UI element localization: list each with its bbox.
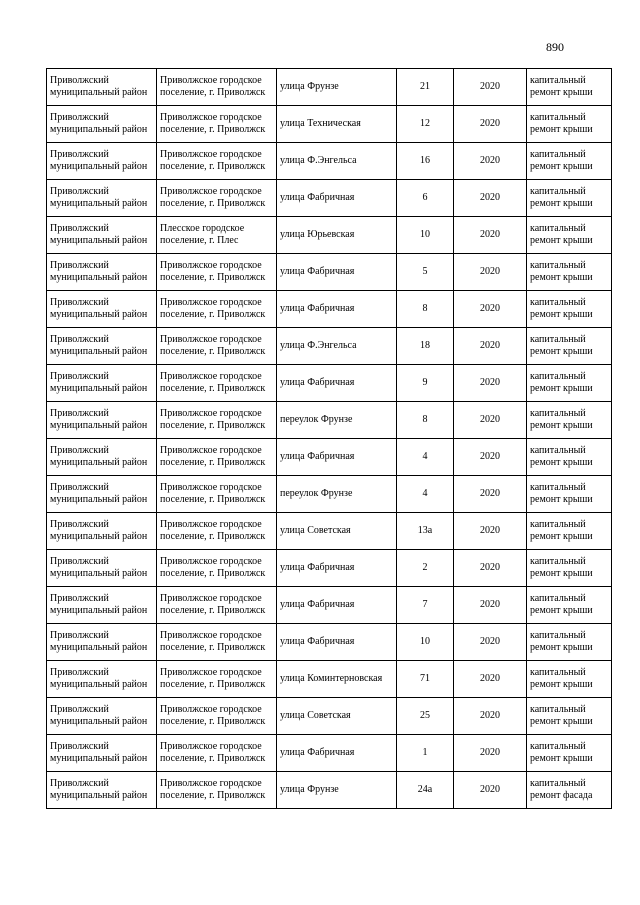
house-number-cell: 2 [397, 550, 454, 587]
year-cell: 2020 [454, 365, 527, 402]
settlement-cell: Приволжское городское поселение, г. Приволжск [157, 365, 277, 402]
year-cell: 2020 [454, 587, 527, 624]
district-cell: Приволжский муниципальный район [47, 69, 157, 106]
settlement-cell: Приволжское городское поселение, г. Приволжск [157, 550, 277, 587]
table-row [47, 661, 612, 698]
district-cell: Приволжский муниципальный район [47, 661, 157, 698]
work-type-cell: капитальный ремонт крыши [527, 587, 612, 624]
street-cell: улица Фабричная [277, 624, 397, 661]
district-cell: Приволжский муниципальный район [47, 217, 157, 254]
page-number: 890 [546, 40, 564, 54]
work-type-cell: капитальный ремонт крыши [527, 180, 612, 217]
settlement-cell: Приволжское городское поселение, г. Приволжск [157, 587, 277, 624]
work-type-cell: капитальный ремонт крыши [527, 291, 612, 328]
year-cell: 2020 [454, 476, 527, 513]
table-row [47, 254, 612, 291]
year-cell: 2020 [454, 513, 527, 550]
work-type-cell: капитальный ремонт фасада [527, 772, 612, 809]
district-cell: Приволжский муниципальный район [47, 402, 157, 439]
table-row [47, 698, 612, 735]
house-number-cell: 25 [397, 698, 454, 735]
street-cell: улица Коминтерновская [277, 661, 397, 698]
year-cell: 2020 [454, 439, 527, 476]
year-cell: 2020 [454, 735, 527, 772]
settlement-cell: Приволжское городское поселение, г. Приволжск [157, 698, 277, 735]
district-cell: Приволжский муниципальный район [47, 513, 157, 550]
house-number-cell: 24а [397, 772, 454, 809]
street-cell: улица Юрьевская [277, 217, 397, 254]
work-type-cell: капитальный ремонт крыши [527, 328, 612, 365]
district-cell: Приволжский муниципальный район [47, 698, 157, 735]
table-row [47, 69, 612, 106]
table-row [47, 328, 612, 365]
district-cell: Приволжский муниципальный район [47, 735, 157, 772]
district-cell: Приволжский муниципальный район [47, 180, 157, 217]
settlement-cell: Приволжское городское поселение, г. Приволжск [157, 661, 277, 698]
street-cell: улица Фабричная [277, 550, 397, 587]
settlement-cell: Плесское городское поселение, г. Плес [157, 217, 277, 254]
work-type-cell: капитальный ремонт крыши [527, 439, 612, 476]
house-number-cell: 1 [397, 735, 454, 772]
table-row [47, 291, 612, 328]
settlement-cell: Приволжское городское поселение, г. Приволжск [157, 254, 277, 291]
house-number-cell: 8 [397, 402, 454, 439]
house-number-cell: 7 [397, 587, 454, 624]
work-type-cell: капитальный ремонт крыши [527, 365, 612, 402]
settlement-cell: Приволжское городское поселение, г. Приволжск [157, 476, 277, 513]
work-type-cell: капитальный ремонт крыши [527, 735, 612, 772]
settlement-cell: Приволжское городское поселение, г. Приволжск [157, 772, 277, 809]
house-number-cell: 4 [397, 439, 454, 476]
street-cell: улица Фабричная [277, 254, 397, 291]
settlement-cell: Приволжское городское поселение, г. Приволжск [157, 735, 277, 772]
district-cell: Приволжский муниципальный район [47, 328, 157, 365]
street-cell: улица Ф.Энгельса [277, 143, 397, 180]
district-cell: Приволжский муниципальный район [47, 365, 157, 402]
work-type-cell: капитальный ремонт крыши [527, 217, 612, 254]
district-cell: Приволжский муниципальный район [47, 550, 157, 587]
street-cell: улица Фрунзе [277, 69, 397, 106]
house-number-cell: 8 [397, 291, 454, 328]
settlement-cell: Приволжское городское поселение, г. Приволжск [157, 106, 277, 143]
district-cell: Приволжский муниципальный район [47, 624, 157, 661]
year-cell: 2020 [454, 624, 527, 661]
house-number-cell: 4 [397, 476, 454, 513]
table-row [47, 180, 612, 217]
work-type-cell: капитальный ремонт крыши [527, 698, 612, 735]
work-type-cell: капитальный ремонт крыши [527, 143, 612, 180]
house-number-cell: 10 [397, 217, 454, 254]
district-cell: Приволжский муниципальный район [47, 291, 157, 328]
work-type-cell: капитальный ремонт крыши [527, 402, 612, 439]
house-number-cell: 10 [397, 624, 454, 661]
house-number-cell: 18 [397, 328, 454, 365]
street-cell: улица Ф.Энгельса [277, 328, 397, 365]
table-row [47, 772, 612, 809]
work-type-cell: капитальный ремонт крыши [527, 69, 612, 106]
year-cell: 2020 [454, 106, 527, 143]
year-cell: 2020 [454, 661, 527, 698]
year-cell: 2020 [454, 143, 527, 180]
settlement-cell: Приволжское городское поселение, г. Приволжск [157, 328, 277, 365]
table-row [47, 587, 612, 624]
house-number-cell: 5 [397, 254, 454, 291]
year-cell: 2020 [454, 291, 527, 328]
table-row [47, 365, 612, 402]
year-cell: 2020 [454, 69, 527, 106]
table-row [47, 513, 612, 550]
street-cell: улица Советская [277, 698, 397, 735]
table-row [47, 476, 612, 513]
table-row [47, 402, 612, 439]
work-type-cell: капитальный ремонт крыши [527, 550, 612, 587]
table-body [47, 69, 612, 809]
settlement-cell: Приволжское городское поселение, г. Приволжск [157, 69, 277, 106]
street-cell: улица Фабричная [277, 439, 397, 476]
table-row [47, 550, 612, 587]
settlement-cell: Приволжское городское поселение, г. Приволжск [157, 402, 277, 439]
work-type-cell: капитальный ремонт крыши [527, 513, 612, 550]
street-cell: улица Техническая [277, 106, 397, 143]
street-cell: улица Фабричная [277, 735, 397, 772]
house-number-cell: 9 [397, 365, 454, 402]
house-number-cell: 6 [397, 180, 454, 217]
work-type-cell: капитальный ремонт крыши [527, 661, 612, 698]
table-row [47, 217, 612, 254]
year-cell: 2020 [454, 254, 527, 291]
work-type-cell: капитальный ремонт крыши [527, 624, 612, 661]
house-number-cell: 12 [397, 106, 454, 143]
street-cell: переулок Фрунзе [277, 476, 397, 513]
table-row [47, 439, 612, 476]
district-cell: Приволжский муниципальный район [47, 439, 157, 476]
year-cell: 2020 [454, 698, 527, 735]
street-cell: улица Фабричная [277, 180, 397, 217]
work-type-cell: капитальный ремонт крыши [527, 476, 612, 513]
year-cell: 2020 [454, 772, 527, 809]
settlement-cell: Приволжское городское поселение, г. Приволжск [157, 291, 277, 328]
year-cell: 2020 [454, 402, 527, 439]
table-row [47, 735, 612, 772]
district-cell: Приволжский муниципальный район [47, 476, 157, 513]
house-number-cell: 13а [397, 513, 454, 550]
street-cell: улица Фрунзе [277, 772, 397, 809]
settlement-cell: Приволжское городское поселение, г. Приволжск [157, 180, 277, 217]
year-cell: 2020 [454, 217, 527, 254]
street-cell: улица Фабричная [277, 291, 397, 328]
table-row [47, 143, 612, 180]
district-cell: Приволжский муниципальный район [47, 772, 157, 809]
year-cell: 2020 [454, 550, 527, 587]
district-cell: Приволжский муниципальный район [47, 587, 157, 624]
settlement-cell: Приволжское городское поселение, г. Приволжск [157, 143, 277, 180]
table-row [47, 624, 612, 661]
street-cell: улица Фабричная [277, 587, 397, 624]
work-type-cell: капитальный ремонт крыши [527, 254, 612, 291]
repair-schedule-table [46, 68, 612, 809]
table-row [47, 106, 612, 143]
settlement-cell: Приволжское городское поселение, г. Приволжск [157, 439, 277, 476]
house-number-cell: 71 [397, 661, 454, 698]
district-cell: Приволжский муниципальный район [47, 106, 157, 143]
year-cell: 2020 [454, 180, 527, 217]
district-cell: Приволжский муниципальный район [47, 254, 157, 291]
house-number-cell: 21 [397, 69, 454, 106]
street-cell: улица Фабричная [277, 365, 397, 402]
settlement-cell: Приволжское городское поселение, г. Приволжск [157, 624, 277, 661]
district-cell: Приволжский муниципальный район [47, 143, 157, 180]
house-number-cell: 16 [397, 143, 454, 180]
street-cell: улица Советская [277, 513, 397, 550]
settlement-cell: Приволжское городское поселение, г. Приволжск [157, 513, 277, 550]
work-type-cell: капитальный ремонт крыши [527, 106, 612, 143]
year-cell: 2020 [454, 328, 527, 365]
street-cell: переулок Фрунзе [277, 402, 397, 439]
